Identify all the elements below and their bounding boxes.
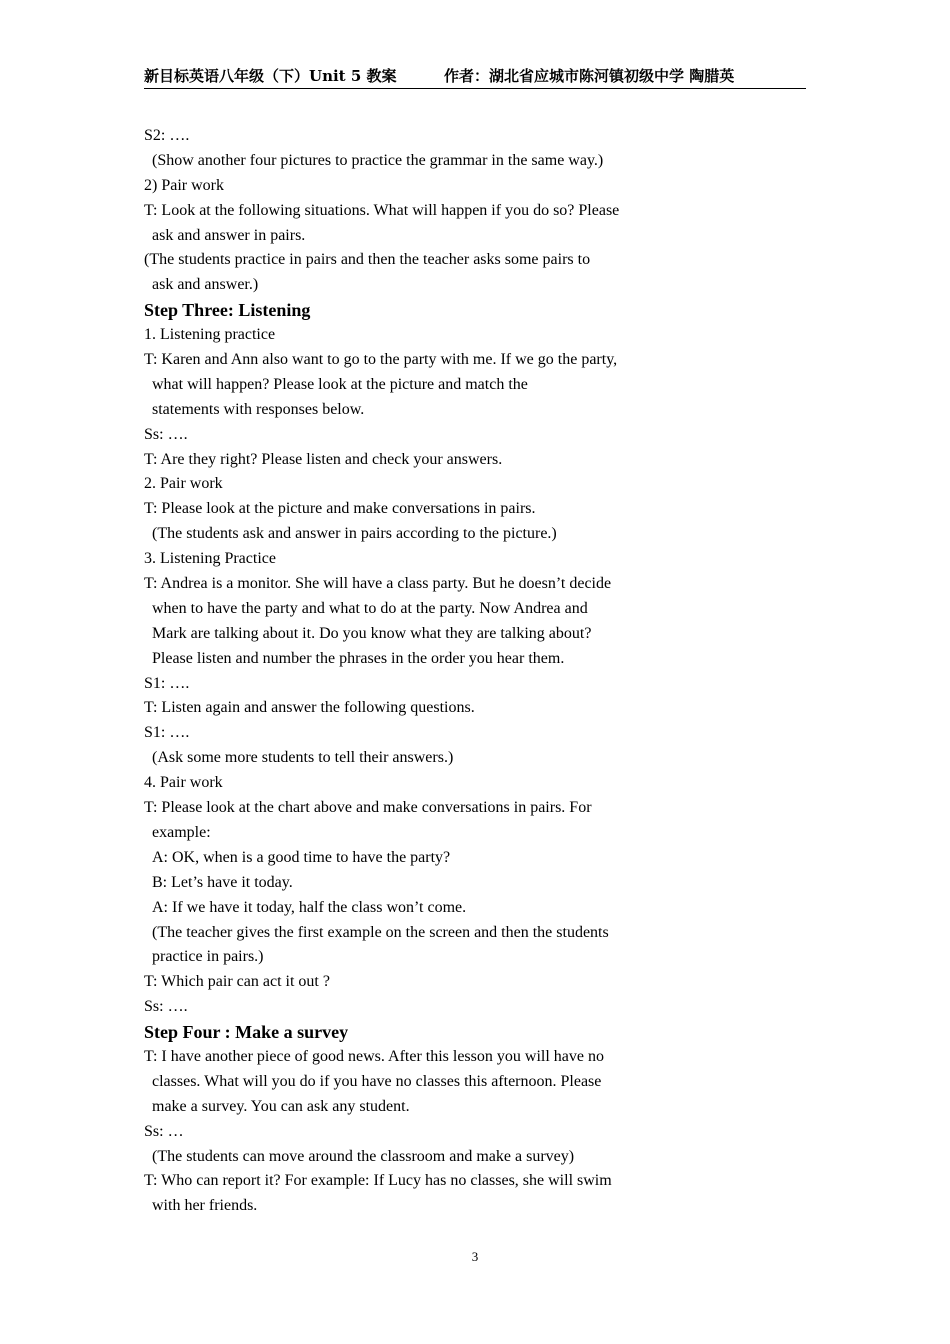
text-line: (The students practice in pairs and then the teacher asks some pairs to xyxy=(144,251,591,269)
text-line: S1: …. xyxy=(144,674,190,692)
page-number: 3 xyxy=(471,1249,479,1264)
text-line: Mark are talking about it. Do you know what they are talking about? xyxy=(152,624,592,642)
text-line: S2: …. xyxy=(144,127,190,144)
dialogue-line: A: If we have it today, half the class won’t come. xyxy=(152,898,467,916)
text-line: T: Look at the following situations. What will happen if you do so? Please xyxy=(144,201,620,219)
text-line: (Ask some more students to tell their answers.) xyxy=(152,749,454,767)
text-line: 3. Listening Practice xyxy=(144,550,276,568)
text-line: 2) Pair work xyxy=(144,176,224,194)
text-line: T: Andrea is a monitor. She will have a class party. But he doesn’t decide xyxy=(144,575,612,593)
text-line: statements with responses below. xyxy=(152,400,365,418)
text-line: Please listen and number the phrases in the order you hear them. xyxy=(152,649,565,667)
text-line: example: xyxy=(152,823,211,841)
text-line: T: Listen again and answer the following questions. xyxy=(144,699,475,717)
text-line: T: Karen and Ann also want to go to the party with me. If we go the party, xyxy=(144,351,618,369)
text-line: T: Who can report it? For example: If Lucy has no classes, she will swim xyxy=(144,1172,612,1190)
text-line: make a survey. You can ask any student. xyxy=(152,1097,410,1115)
text-line: (The students ask and answer in pairs according to the picture.) xyxy=(152,525,557,543)
text-line: ask and answer.) xyxy=(152,276,259,294)
header-author: 作者：湖北省应城市陈河镇初级中学 陶腊英 xyxy=(444,67,735,85)
text-line: (The teacher gives the first example on the screen and then the students xyxy=(152,923,609,941)
text-line: what will happen? Please look at the picture and match the xyxy=(152,375,528,393)
header-title: 新目标英语八年级（下）Unit 5 教案 xyxy=(144,67,397,85)
text-line: S1: …. xyxy=(144,724,190,742)
text-line: T: Which pair can act it out ? xyxy=(144,973,330,991)
text-line: 1. Listening practice xyxy=(144,326,276,344)
text-line: with her friends. xyxy=(152,1197,258,1215)
text-line: when to have the party and what to do at the party. Now Andrea and xyxy=(152,599,588,617)
text-line: T: Please look at the picture and make conversations in pairs. xyxy=(144,500,536,518)
text-line: Ss: …. xyxy=(144,425,188,443)
text-line: T: Please look at the chart above and make conversations in pairs. For xyxy=(144,799,592,817)
text-line: ask and answer in pairs. xyxy=(152,226,306,244)
text-line: 2. Pair work xyxy=(144,475,223,493)
text-line: 4. Pair work xyxy=(144,774,223,792)
text-line: Ss: …. xyxy=(144,998,188,1016)
text-line: (Show another four pictures to practice the grammar in the same way.) xyxy=(152,151,604,169)
dialogue-line: B: Let’s have it today. xyxy=(152,873,293,891)
text-line: classes. What will you do if you have no classes this afternoon. Please xyxy=(152,1072,602,1090)
document-body xyxy=(144,124,664,1219)
text-line: Ss: … xyxy=(144,1122,184,1140)
section-heading: Step Four : Make a survey xyxy=(144,1022,349,1043)
text-line: T: I have another piece of good news. After this lesson you will have no xyxy=(144,1047,604,1065)
section-heading: Step Three: Listening xyxy=(144,300,311,321)
text-line: T: Are they right? Please listen and check your answers. xyxy=(144,450,503,468)
dialogue-line: A: OK, when is a good time to have the party? xyxy=(152,848,451,866)
text-line: (The students can move around the classroom and make a survey) xyxy=(152,1147,575,1165)
text-line: practice in pairs.) xyxy=(152,948,264,966)
page-header xyxy=(144,66,806,89)
